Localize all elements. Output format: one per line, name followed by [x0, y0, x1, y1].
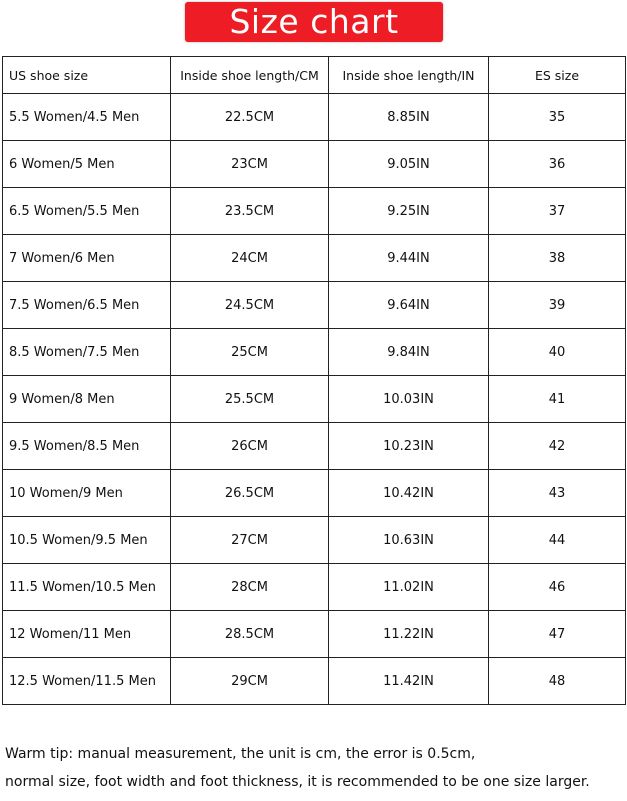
- cell-es-size: 38: [489, 235, 626, 282]
- table-header-row: [3, 57, 626, 94]
- table-row: [3, 141, 626, 188]
- cell-es-size: 41: [489, 376, 626, 423]
- size-chart-title: Size chart: [185, 2, 443, 42]
- cell-inside-length-in: 8.85IN: [329, 94, 489, 141]
- size-chart-table: [2, 56, 626, 705]
- cell-inside-length-cm: 28CM: [171, 564, 329, 611]
- cell-us-shoe-size: 12 Women/11 Men: [3, 611, 171, 658]
- table-row: [3, 282, 626, 329]
- cell-es-size: 43: [489, 470, 626, 517]
- cell-inside-length-in: 9.64IN: [329, 282, 489, 329]
- cell-inside-length-in: 11.22IN: [329, 611, 489, 658]
- warm-tip-line-1: Warm tip: manual measurement, the unit is cm, the error is 0.5cm,: [5, 746, 476, 762]
- cell-us-shoe-size: 7 Women/6 Men: [3, 235, 171, 282]
- cell-es-size: 36: [489, 141, 626, 188]
- cell-es-size: 35: [489, 94, 626, 141]
- cell-inside-length-cm: 23CM: [171, 141, 329, 188]
- table-row: [3, 517, 626, 564]
- cell-es-size: 37: [489, 188, 626, 235]
- cell-us-shoe-size: 8.5 Women/7.5 Men: [3, 329, 171, 376]
- cell-es-size: 48: [489, 658, 626, 705]
- cell-inside-length-in: 11.02IN: [329, 564, 489, 611]
- cell-inside-length-in: 10.63IN: [329, 517, 489, 564]
- table-row: [3, 329, 626, 376]
- cell-inside-length-in: 9.84IN: [329, 329, 489, 376]
- cell-es-size: 42: [489, 423, 626, 470]
- header-inside-length-cm: Inside shoe length/CM: [171, 57, 329, 94]
- table-row: [3, 470, 626, 517]
- cell-us-shoe-size: 6 Women/5 Men: [3, 141, 171, 188]
- cell-us-shoe-size: 9 Women/8 Men: [3, 376, 171, 423]
- cell-inside-length-cm: 24CM: [171, 235, 329, 282]
- size-chart-table-body: [3, 57, 626, 705]
- cell-inside-length-cm: 23.5CM: [171, 188, 329, 235]
- cell-es-size: 40: [489, 329, 626, 376]
- cell-inside-length-cm: 22.5CM: [171, 94, 329, 141]
- table-row: [3, 611, 626, 658]
- cell-inside-length-cm: 29CM: [171, 658, 329, 705]
- table-row: [3, 423, 626, 470]
- cell-inside-length-in: 9.05IN: [329, 141, 489, 188]
- warm-tip-note: [5, 740, 623, 796]
- cell-inside-length-cm: 26CM: [171, 423, 329, 470]
- cell-us-shoe-size: 10.5 Women/9.5 Men: [3, 517, 171, 564]
- cell-es-size: 46: [489, 564, 626, 611]
- cell-us-shoe-size: 7.5 Women/6.5 Men: [3, 282, 171, 329]
- cell-inside-length-cm: 25CM: [171, 329, 329, 376]
- table-row: [3, 235, 626, 282]
- header-us-shoe-size: US shoe size: [3, 57, 171, 94]
- cell-us-shoe-size: 5.5 Women/4.5 Men: [3, 94, 171, 141]
- cell-es-size: 47: [489, 611, 626, 658]
- cell-inside-length-in: 10.23IN: [329, 423, 489, 470]
- table-row: [3, 94, 626, 141]
- header-inside-length-in: Inside shoe length/IN: [329, 57, 489, 94]
- cell-inside-length-in: 9.44IN: [329, 235, 489, 282]
- cell-us-shoe-size: 9.5 Women/8.5 Men: [3, 423, 171, 470]
- cell-es-size: 39: [489, 282, 626, 329]
- cell-inside-length-cm: 26.5CM: [171, 470, 329, 517]
- cell-us-shoe-size: 12.5 Women/11.5 Men: [3, 658, 171, 705]
- cell-us-shoe-size: 11.5 Women/10.5 Men: [3, 564, 171, 611]
- cell-inside-length-in: 9.25IN: [329, 188, 489, 235]
- cell-us-shoe-size: 10 Women/9 Men: [3, 470, 171, 517]
- table-row: [3, 376, 626, 423]
- cell-inside-length-cm: 25.5CM: [171, 376, 329, 423]
- cell-es-size: 44: [489, 517, 626, 564]
- table-row: [3, 564, 626, 611]
- cell-inside-length-in: 10.03IN: [329, 376, 489, 423]
- warm-tip-line-2: normal size, foot width and foot thickness, it is recommended to be one size larger.: [5, 774, 590, 790]
- cell-inside-length-cm: 28.5CM: [171, 611, 329, 658]
- table-row: [3, 658, 626, 705]
- table-row: [3, 188, 626, 235]
- cell-inside-length-in: 11.42IN: [329, 658, 489, 705]
- cell-inside-length-cm: 27CM: [171, 517, 329, 564]
- cell-inside-length-cm: 24.5CM: [171, 282, 329, 329]
- cell-inside-length-in: 10.42IN: [329, 470, 489, 517]
- header-es-size: ES size: [489, 57, 626, 94]
- cell-us-shoe-size: 6.5 Women/5.5 Men: [3, 188, 171, 235]
